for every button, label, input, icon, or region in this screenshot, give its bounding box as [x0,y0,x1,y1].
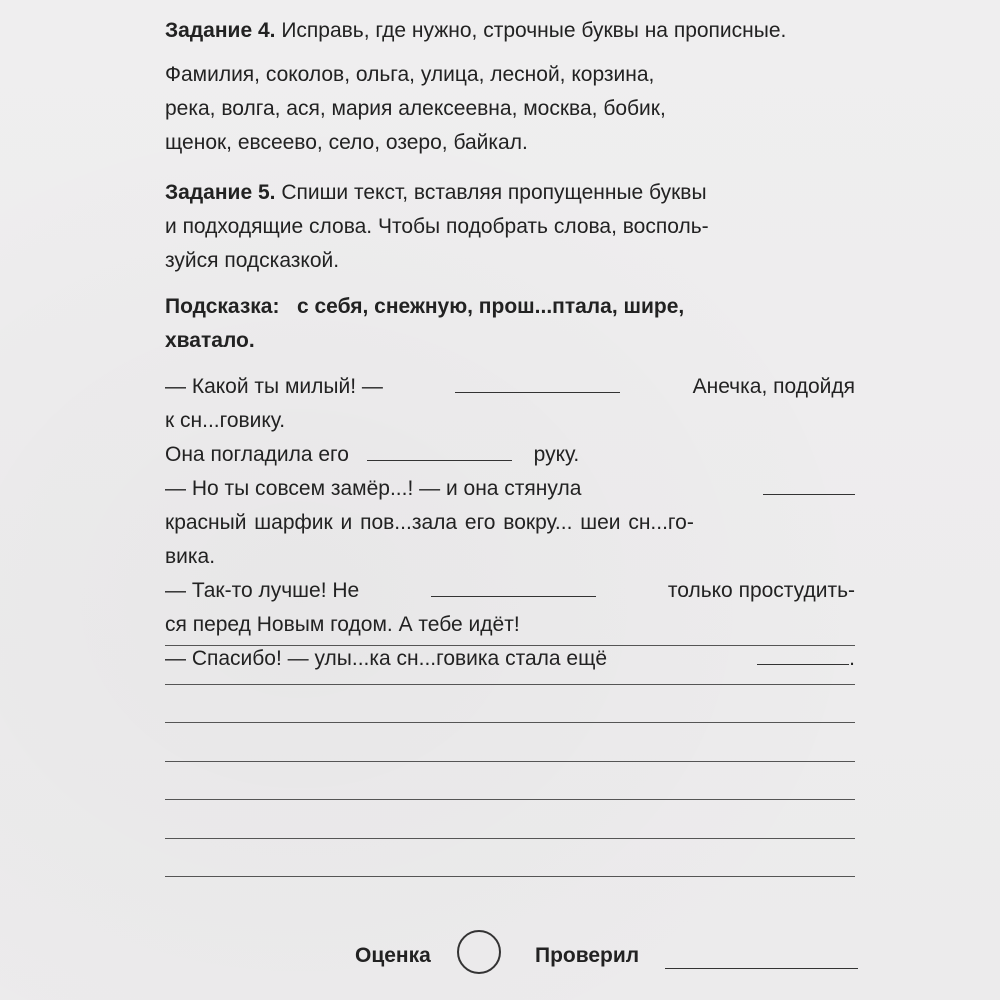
fill-blank[interactable] [367,438,512,461]
story-text [165,370,855,676]
task4-words-line: река, волга, ася, мария алексеевна, москва, бобик, [165,97,666,120]
text-line [165,472,855,506]
grade-circle[interactable] [457,930,501,974]
text-fragment: руку. [533,443,580,466]
task5-instruction-line: зуйся подсказкой. [165,249,340,272]
exercise-content [165,14,855,676]
text-fragment: только простудить- [667,579,855,602]
task5-instruction-line: и подходящие слова. Чтобы подобрать слова, восполь- [165,215,709,238]
checked-by-label: Проверил [535,944,640,967]
text-line: к сн...говику. [165,409,286,432]
writing-line[interactable] [165,799,855,800]
writing-line[interactable] [165,645,855,646]
task5-instruction-line [165,176,855,210]
fill-blank[interactable] [763,472,855,495]
task4-heading [165,14,855,48]
hint-label: Подсказка: [165,295,280,318]
text-line [165,438,855,472]
task5-heading [165,176,855,278]
text-fragment: — Но ты совсем замёр...! — и она стянула [165,477,582,500]
writing-line[interactable] [165,684,855,685]
text-line: ся перед Новым годом. А тебе идёт! [165,613,520,636]
text-line [165,574,855,608]
text-fragment: Она погладила его [165,443,349,466]
task4-words-line: щенок, евсеево, село, озеро, байкал. [165,131,528,154]
hint-words-continued: хватало. [165,329,255,352]
writing-line[interactable] [165,722,855,723]
task5-instruction-part: Спиши текст, вставляя пропущенные буквы [281,181,707,204]
text-fragment: — Так-то лучше! Не [165,579,360,602]
hint-words: с себя, снежную, прош...птала, шире, [296,295,685,318]
task4-instruction: Исправь, где нужно, строчные буквы на прописные. [281,19,787,42]
writing-line[interactable] [165,876,855,877]
writing-line[interactable] [165,838,855,839]
hint-block [165,290,855,358]
grade-label: Оценка [355,944,431,967]
task5-label: Задание 5. [165,181,276,204]
task4-word-list [165,58,855,160]
text-fragment: . [849,647,855,670]
text-line: вика. [165,545,216,568]
fill-blank[interactable] [455,370,620,393]
text-line: красный шарфик и пов...зала его вокру... шеи сн...го- [165,511,694,534]
grading-footer [355,930,860,980]
task4-words-line: Фамилия, соколов, ольга, улица, лесной, корзина, [165,63,655,86]
text-line [165,370,855,404]
text-fragment: Анечка, подойдя [692,375,855,398]
writing-lines [165,645,855,915]
checked-by-line[interactable] [665,968,858,969]
text-fragment: — Спасибо! — улы...ка сн...говика стала ещё [165,647,608,670]
text-fragment: — Какой ты милый! — [165,375,383,398]
writing-line[interactable] [165,761,855,762]
fill-blank[interactable] [431,574,596,597]
task4-label: Задание 4. [165,19,276,42]
